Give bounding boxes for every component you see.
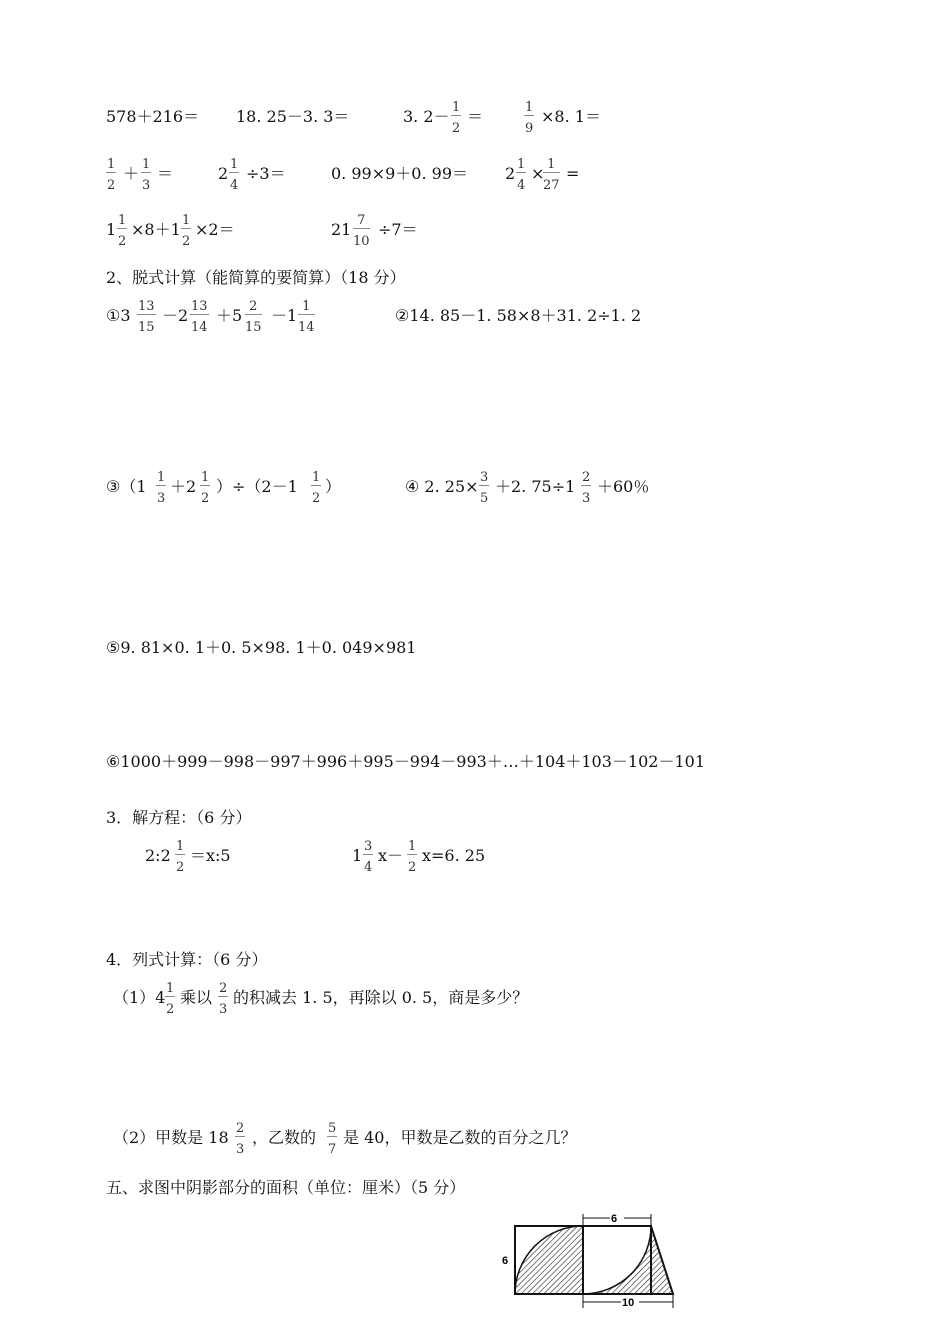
question-1-part: （1）4 bbox=[113, 988, 166, 1007]
fraction: 3 4 bbox=[364, 839, 373, 875]
fraction: 13 14 bbox=[191, 299, 208, 335]
problem-3-part: ）÷（2－1 bbox=[216, 477, 298, 496]
oral-item-3-pre: 3. 2－ bbox=[403, 107, 450, 126]
fraction: 1 4 bbox=[517, 157, 526, 193]
label-left: 6 bbox=[502, 1255, 509, 1267]
problem-5: ⑤9. 81×0. 1＋0. 5×98. 1＋0. 049×981 bbox=[106, 638, 417, 657]
operator: = bbox=[566, 164, 580, 183]
oral-item-4-post: ×8. 1＝ bbox=[541, 107, 601, 126]
shaded-region-right bbox=[583, 1226, 673, 1294]
fraction: 5 7 bbox=[328, 1121, 337, 1157]
fraction: 13 15 bbox=[138, 299, 155, 335]
whole-number: 2 bbox=[218, 164, 229, 183]
fraction: 1 14 bbox=[298, 299, 315, 335]
fraction: 1 9 bbox=[525, 100, 534, 136]
fraction: 1 4 bbox=[230, 157, 239, 193]
fraction: 2 15 bbox=[245, 299, 262, 335]
fraction: 1 2 bbox=[312, 470, 321, 506]
fraction: 3 5 bbox=[480, 470, 489, 506]
equation-2-part: x=6. 25 bbox=[422, 846, 486, 865]
label-top: 6 bbox=[611, 1213, 618, 1225]
whole-number: 2 bbox=[505, 164, 516, 183]
problem-3-part: ＋2 bbox=[170, 477, 197, 496]
fraction: 1 27 bbox=[543, 157, 560, 193]
fraction: 1 2 bbox=[166, 981, 175, 1017]
oral-item-7: 0. 99×9＋0. 99＝ bbox=[331, 164, 469, 183]
problem-1-part: －1 bbox=[271, 306, 298, 325]
problem-1-part: ①3 bbox=[106, 306, 131, 325]
equation-1-part: ＝x:5 bbox=[190, 846, 231, 865]
expression-part: ×8＋1 bbox=[131, 220, 181, 239]
problem-4-part: ④ 2. 25× bbox=[405, 477, 479, 496]
expression-part: ×2＝ bbox=[195, 220, 235, 239]
problem-1-part: －2 bbox=[162, 306, 189, 325]
problem-3-part: ） bbox=[325, 477, 342, 496]
fraction: 1 2 bbox=[408, 839, 417, 875]
problem-3-part: ③（1 bbox=[106, 477, 147, 496]
oral-item-6-post: ÷3＝ bbox=[246, 164, 286, 183]
fraction: 1 2 bbox=[176, 839, 185, 875]
question-1-part: 乘以 bbox=[180, 988, 213, 1007]
problem-2: ②14. 85－1. 58×8＋31. 2÷1. 2 bbox=[395, 306, 642, 325]
shaded-area-figure bbox=[495, 1212, 685, 1312]
section-5-title: 五、求图中阴影部分的面积（单位：厘米）（5 分） bbox=[106, 1178, 466, 1197]
question-1-part: 的积减去 1. 5，再除以 0. 5，商是多少？ bbox=[233, 988, 529, 1007]
equation-2-part: 1 bbox=[352, 846, 363, 865]
problem-6: ⑥1000＋999－998－997＋996＋995－994－993＋…＋104＋103－102－101 bbox=[106, 752, 705, 771]
oral-item-1: 578＋216＝ bbox=[106, 107, 200, 126]
fraction: 1 3 bbox=[142, 157, 151, 193]
operator: × bbox=[531, 164, 545, 183]
question-2-part: 是 40，甲数是乙数的百分之几？ bbox=[343, 1128, 577, 1147]
fraction: 2 3 bbox=[236, 1121, 245, 1157]
operator: ＋ bbox=[123, 164, 140, 183]
operator: ＝ bbox=[157, 164, 174, 183]
fraction: 1 2 bbox=[182, 213, 191, 249]
fraction: 1 2 bbox=[452, 100, 461, 136]
equation-2-part: x－ bbox=[378, 846, 404, 865]
question-2-part: ，乙数的 bbox=[252, 1128, 317, 1147]
problem-4-part: ＋2. 75÷1 bbox=[495, 477, 576, 496]
fraction: 2 3 bbox=[219, 981, 228, 1017]
section-4-title: 4．列式计算：（6 分） bbox=[106, 950, 268, 969]
problem-4-part: ＋60％ bbox=[597, 477, 650, 496]
fraction: 1 3 bbox=[157, 470, 166, 506]
whole-number: 1 bbox=[106, 220, 117, 239]
fraction: 2 3 bbox=[582, 470, 591, 506]
equation-1-part: 2:2 bbox=[145, 846, 171, 865]
section-2-title: 2、脱式计算（能简算的要简算）（18 分） bbox=[106, 268, 406, 287]
section-3-title: 3．解方程：（6 分） bbox=[106, 808, 252, 827]
oral-item-2: 18. 25－3. 3＝ bbox=[236, 107, 350, 126]
expression-part: ÷7＝ bbox=[378, 220, 418, 239]
fraction: 1 2 bbox=[201, 470, 210, 506]
whole-number: 21 bbox=[331, 220, 352, 239]
problem-1-part: ＋5 bbox=[216, 306, 243, 325]
label-bottom: 10 bbox=[622, 1297, 635, 1309]
fraction: 1 2 bbox=[118, 213, 127, 249]
question-2-part: （2）甲数是 18 bbox=[113, 1128, 229, 1147]
fraction: 1 2 bbox=[107, 157, 116, 193]
oral-item-3-post: ＝ bbox=[467, 107, 484, 126]
fraction: 7 10 bbox=[353, 213, 370, 249]
